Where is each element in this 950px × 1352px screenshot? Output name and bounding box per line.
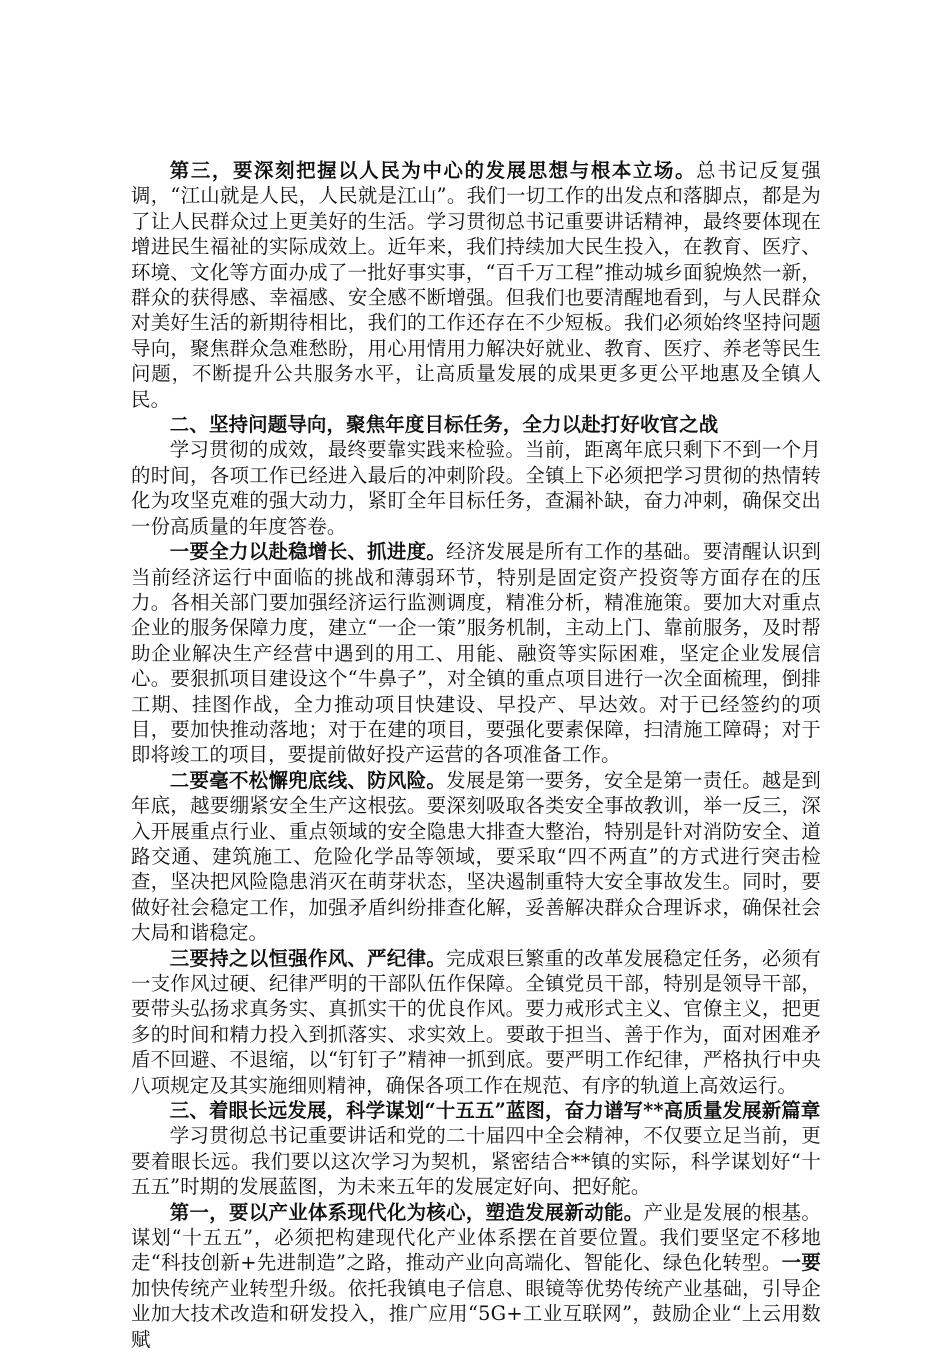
section-heading-2 (131, 412, 821, 437)
paragraph-industry (131, 1200, 821, 1352)
paragraph-work-style (131, 946, 821, 1098)
paragraph-long-term (131, 1123, 821, 1199)
paragraph-sub-text: 加快传统产业转型升级。依托我镇电子信息、眼镜等优势传统产业基础，引导企业加大技术改造和研发投入，推广应用“5G+工业互联网”，鼓励企业“上云用数赋 (131, 1276, 821, 1351)
section-heading-text: 二、坚持问题导向，聚焦年度目标任务，全力以赴打好收官之战 (169, 413, 719, 437)
paragraph-text: 经济发展是所有工作的基础。要清醒认识到当前经济运行中面临的挑战和薄弱环节，特别是固定资产投资等方面存在的压力。各相关部门要加强经济运行监测调度，精准分析，精准施策。要加大对重点企业的服务保障力度，建立“一企一策”服务机制，主动上门、靠前服务，及时帮助企业解决生产经营中遇到的用工、用能、融资等实际困难，坚定企业发展信心。要狠抓项目建设这个“牛鼻子”，对全镇的重点项目进行一次全面梳理，倒排工期、挂图作战，全力推动项目快建设、早投产、早达效。对于已经签约的项目，要加快推动落地；对于在建的项目，要强化要素保障，扫清施工障碍；对于即将竣工的项目，要提前做好投产运营的各项准备工作。 (131, 540, 821, 767)
section-heading-text: 三、着眼长远发展，科学谋划“十五五”蓝图，奋力谱写**高质量发展新篇章 (169, 1099, 821, 1123)
paragraph-sub-lead: 一要 (781, 1251, 822, 1275)
paragraph-text: 发展是第一要务，安全是第一责任。越是到年底，越要绷紧安全生产这根弦。要深刻吸取各类安全事故教训，举一反三，深入开展重点行业、重点领域的安全隐患大排查大整治，特别是针对消防安全、道路交通、建筑施工、危险化学品等领域，要采取“四不两直”的方式进行突击检查，坚决把风险隐患消灭在萌芽状态，坚决遏制重特大安全事故发生。同时，要做好社会稳定工作，加强矛盾纠纷排查化解，妥善解决群众合理诉求，确保社会大局和谐稳定。 (131, 768, 821, 945)
section-heading-3 (131, 1098, 821, 1123)
paragraph-practice (131, 437, 821, 539)
paragraph-lead: 第三，要深刻把握以人民为中心的发展思想与根本立场。 (169, 159, 697, 182)
paragraph-text: 学习贯彻的成效，最终要靠实践来检验。当前，距离年底只剩下不到一个月的时间，各项工作已经进入最后的冲刺阶段。全镇上下必须把学习贯彻的热情转化为攻坚克难的强大动力，紧盯全年目标任务，查漏补缺，奋力冲刺，确保交出一份高质量的年度答卷。 (131, 438, 821, 538)
paragraph-prevent-risk (131, 768, 821, 946)
paragraph-lead: 第一，要以产业体系现代化为核心，塑造发展新动能。 (169, 1200, 644, 1224)
paragraph-text: 产业是发展的根基。谋划“十五五”，必须把构建现代化产业体系摆在首要位置。我们要坚定不移地走“科技创新+先进制造”之路，推动产业向高端化、智能化、绿色化转型。 (131, 1200, 821, 1275)
paragraph-text: 学习贯彻总书记重要讲话和党的二十届四中全会精神，不仅要立足当前，更要着眼长远。我们要以这次学习为契机，紧密结合**镇的实际，科学谋划好“十五五”时期的发展蓝图，为未来五年的发展定好向、把好舵。 (131, 1124, 821, 1199)
paragraph-text: 总书记反复强调，“江山就是人民，人民就是江山”。我们一切工作的出发点和落脚点，都是为了让人民群众过上更美好的生活。学习贯彻总书记重要讲话精神，最终要体现在增进民生福祉的实际成效上。近年来，我们持续加大民生投入，在教育、医疗、环境、文化等方面办成了一批好事实事，“百千万工程”推动城乡面貌焕然一新，群众的获得感、幸福感、安全感不断增强。但我们也要清醒地看到，与人民群众对美好生活的新期待相比，我们的工作还存在不少短板。我们必须始终坚持问题导向，聚焦群众急难愁盼，用心用情用力解决好就业、教育、医疗、养老等民生问题，不断提升公共服务水平，让高质量发展的成果更多更公平地惠及全镇人民。 (131, 159, 821, 411)
paragraph-lead: 一要全力以赴稳增长、抓进度。 (169, 540, 447, 564)
document-page (131, 158, 821, 1352)
paragraph-lead: 三要持之以恒强作风、严纪律。 (169, 946, 447, 970)
paragraph-people-centered (131, 158, 821, 412)
paragraph-lead: 二要毫不松懈兜底线、防风险。 (169, 768, 447, 792)
paragraph-stabilize-growth (131, 539, 821, 768)
paragraph-text: 完成艰巨繁重的改革发展稳定任务，必须有一支作风过硬、纪律严明的干部队伍作保障。全镇党员干部，特别是领导干部，要带头弘扬求真务实、真抓实干的优良作风。要力戒形式主义、官僚主义，把更多的时间和精力投入到抓落实、求实效上。要敢于担当、善于作为，面对困难矛盾不回避、不退缩，以“钉钉子”精神一抓到底。要严明工作纪律，严格执行中央八项规定及其实施细则精神，确保各项工作在规范、有序的轨道上高效运行。 (131, 946, 821, 1097)
